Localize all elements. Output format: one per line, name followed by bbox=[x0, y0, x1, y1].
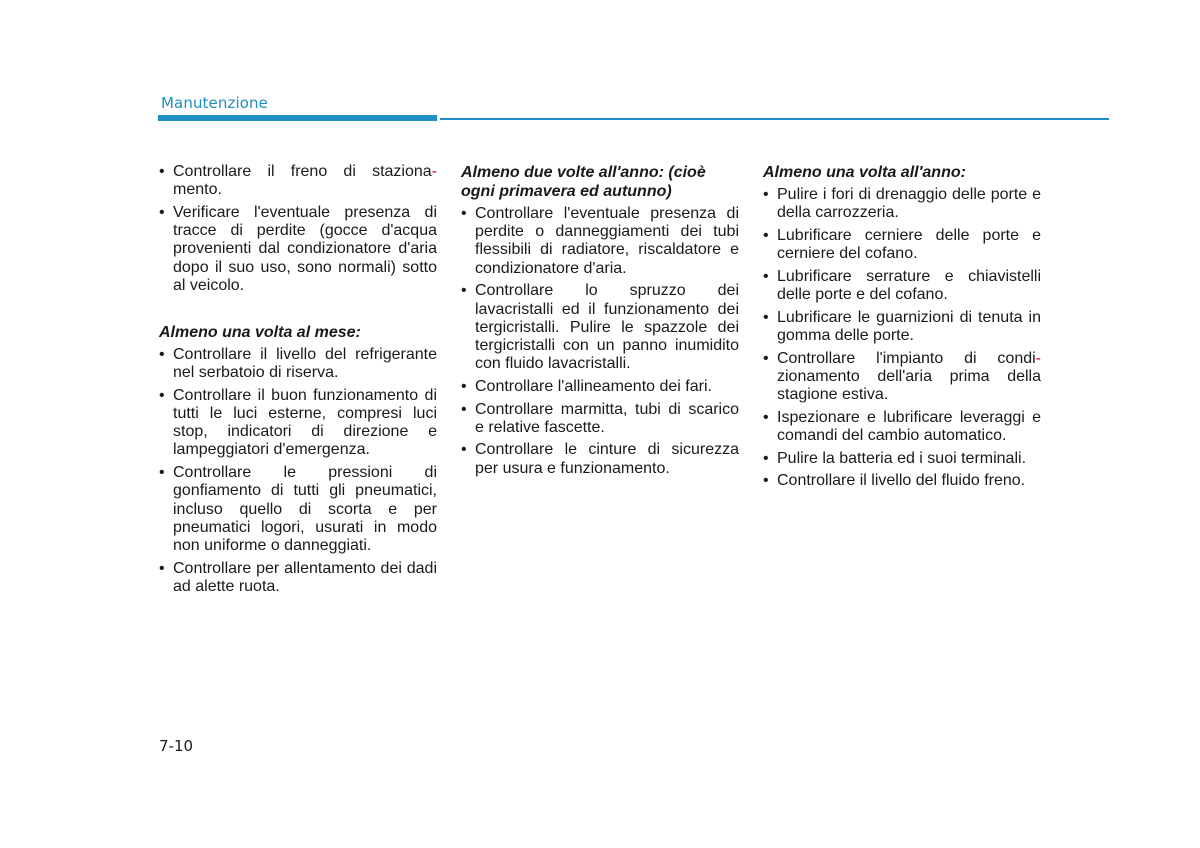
list-item: • Lubrificare le guarnizioni di tenuta in gomma delle porte. bbox=[763, 309, 1041, 345]
list-item: • Controllare il buon funzionamento di tutti le luci esterne, compresi luci stop, indicatori di direzione e lampeggiatori d'emergenza. bbox=[159, 387, 437, 460]
list-item: • Controllare marmitta, tubi di scarico e relative fascette. bbox=[461, 401, 739, 437]
header-rule-thin bbox=[440, 118, 1109, 120]
section-heading: Almeno una volta al mese: bbox=[159, 323, 361, 341]
header-rule-thick bbox=[158, 115, 437, 121]
bullet-list bbox=[159, 163, 437, 295]
bullet-list bbox=[461, 205, 739, 478]
list-item: • Controllare il livello del fluido freno. bbox=[763, 472, 1041, 490]
list-item: • Pulire la batteria ed i suoi terminali. bbox=[763, 450, 1041, 468]
list-item: • Lubrificare serrature e chiavistelli delle porte e del cofano. bbox=[763, 268, 1041, 304]
list-item: • Controllare l'eventuale presenza di perdite o danneggiamenti dei tubi flessibili di radiatore, riscaldatore e condizionatore d'aria. bbox=[461, 205, 739, 278]
list-item: • Ispezionare e lubrificare leveraggi e comandi del cambio automatico. bbox=[763, 409, 1041, 445]
column-1 bbox=[159, 163, 437, 601]
bullet-list bbox=[159, 346, 437, 596]
page-number: 7-10 bbox=[159, 737, 194, 755]
list-item: • Verificare l'eventuale presenza di tracce di perdite (gocce d'acqua provenienti dal condizionatore d'aria dopo il suo uso, sono normali) sotto al veicolo. bbox=[159, 204, 437, 295]
bullet-list bbox=[763, 186, 1041, 491]
list-item: • Controllare il livello del refrigerante nel serbatoio di riserva. bbox=[159, 346, 437, 382]
list-item: • Pulire i fori di drenaggio delle porte e della carrozzeria. bbox=[763, 186, 1041, 222]
list-item: • Controllare l'impianto di condi-zionamento dell'aria prima della stagione estiva. bbox=[763, 350, 1041, 405]
section-heading: Almeno una volta all'anno: bbox=[763, 164, 966, 181]
list-item: • Controllare il freno di staziona- mento. bbox=[159, 163, 437, 199]
list-item: • Controllare le pressioni di gonfiamento di tutti gli pneumatici, incluso quello di scorta e per pneumatici logori, usurati in modo non uniforme o danneggiati. bbox=[159, 464, 437, 555]
column-2 bbox=[461, 163, 739, 482]
section-title: Manutenzione bbox=[161, 94, 268, 112]
section-heading: Almeno due volte all'anno: (cioè ogni primavera ed autunno) bbox=[461, 164, 706, 200]
list-item: • Lubrificare cerniere delle porte e cerniere del cofano. bbox=[763, 227, 1041, 263]
list-item: • Controllare per allentamento dei dadi ad alette ruota. bbox=[159, 560, 437, 596]
list-item: • Controllare l'allineamento dei fari. bbox=[461, 378, 739, 396]
list-item: • Controllare le cinture di sicurezza per usura e funzionamento. bbox=[461, 441, 739, 477]
column-3 bbox=[763, 163, 1041, 495]
list-item: • Controllare lo spruzzo dei lavacristalli ed il funzionamento dei tergicristalli. Pulire le spazzole dei tergicristalli con un panno inumidito con fluido lavacristalli. bbox=[461, 282, 739, 373]
